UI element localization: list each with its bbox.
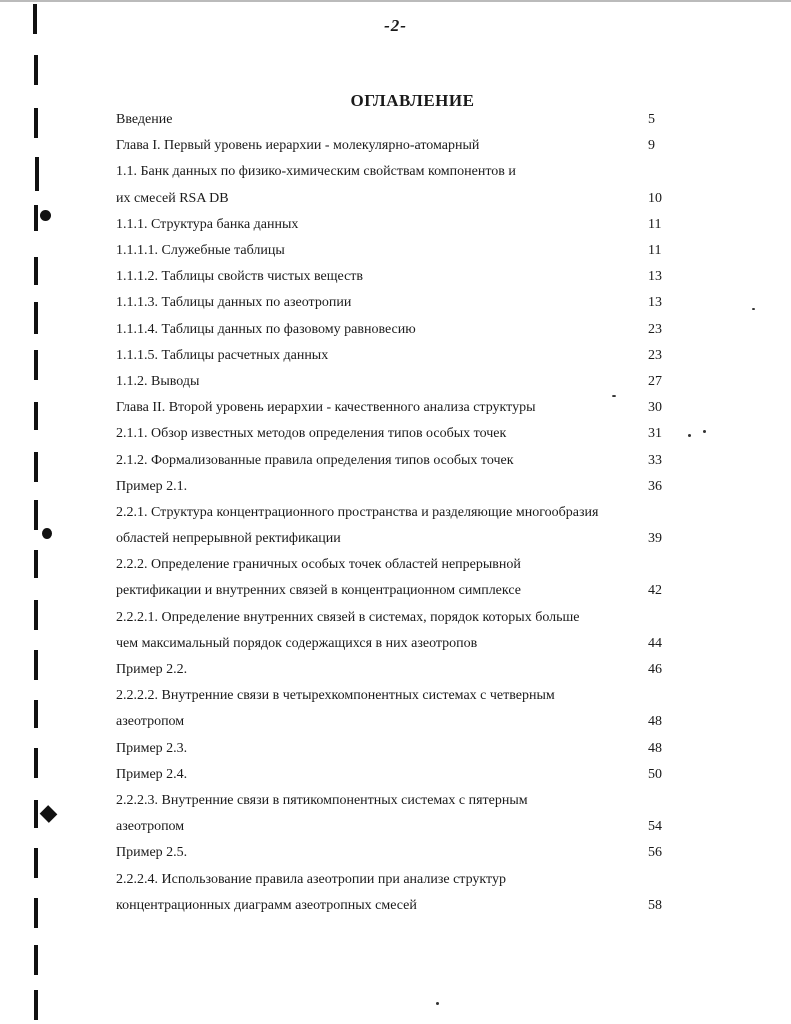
toc-entry [116, 657, 676, 683]
binding-mark [34, 55, 38, 85]
ink-blot [40, 210, 51, 221]
toc-entry-title: 2.2.2.4. Использование правила азеотропии при анализе структур [116, 871, 506, 887]
toc-entry [116, 866, 676, 892]
toc-entry [116, 133, 676, 159]
toc-entry-title: 2.1.1. Обзор известных методов определения типов особых точек [116, 426, 507, 442]
speck [752, 308, 755, 310]
toc-entry-title: Пример 2.3. [116, 740, 188, 756]
speck [688, 434, 691, 437]
toc-entry [116, 578, 676, 604]
toc-entry-title: азеотропом [116, 714, 185, 730]
toc-entry [116, 552, 676, 578]
toc-entry [116, 264, 676, 290]
toc-entry-title: 1.1.1. Структура банка данных [116, 216, 299, 232]
toc-entry-title: концентрационных диаграмм азеотропных смесей [116, 897, 417, 913]
toc-entry [116, 526, 676, 552]
binding-mark [34, 800, 38, 828]
binding-mark [34, 500, 38, 530]
binding-mark [34, 848, 38, 878]
toc-entry-title: 1.1.1.2. Таблицы свойств чистых веществ [116, 269, 364, 285]
toc-entry-page: 13 [648, 295, 662, 311]
toc-entry-page: 5 [648, 112, 655, 128]
toc-entry-title: 2.2.2. Определение граничных особых точек областей непрерывной [116, 557, 521, 573]
binding-mark [34, 108, 38, 138]
page-number: -2- [384, 16, 407, 35]
toc-entry-title: Пример 2.5. [116, 845, 188, 861]
toc-entry-page: 42 [648, 583, 662, 599]
scan-top-rule [0, 0, 791, 2]
toc-entry-title: 1.1.1.3. Таблицы данных по азеотропии [116, 295, 352, 311]
toc-entry-page: 23 [648, 321, 662, 337]
toc-entry-title: 2.1.2. Формализованные правила определения типов особых точек [116, 452, 514, 468]
toc-entry-page: 50 [648, 766, 662, 782]
binding-mark [34, 990, 38, 1020]
binding-mark [34, 452, 38, 482]
toc-entry-page: 9 [648, 138, 655, 154]
toc-entry [116, 317, 676, 343]
toc-entry [116, 500, 676, 526]
toc-entry [116, 605, 676, 631]
toc-entry-title: Пример 2.4. [116, 766, 188, 782]
toc-entry-title: Глава II. Второй уровень иерархии - качественного анализа структуры [116, 400, 536, 416]
binding-mark [34, 748, 38, 778]
toc-entry [116, 238, 676, 264]
toc-entry [116, 107, 676, 133]
toc-entry-page: 54 [648, 819, 662, 835]
toc-entry-page: 33 [648, 452, 662, 468]
toc-entry-title: 2.2.2.2. Внутренние связи в четырехкомпонентных системах с четверным [116, 688, 555, 704]
binding-mark [34, 700, 38, 728]
toc-entry-title: областей непрерывной ректификации [116, 531, 341, 547]
toc-entry [116, 290, 676, 316]
toc-entry-title: Введение [116, 112, 173, 128]
toc-entry-page: 23 [648, 347, 662, 363]
toc-entry-title: их смесей RSA DB [116, 190, 229, 206]
toc-entry [116, 683, 676, 709]
toc-entry [116, 762, 676, 788]
binding-mark [34, 600, 38, 630]
toc-entry [116, 709, 676, 735]
toc-entry-title: 1.1.2. Выводы [116, 373, 200, 389]
toc-entry [116, 395, 676, 421]
toc-entry [116, 840, 676, 866]
toc-entry [116, 212, 676, 238]
toc-entry [116, 814, 676, 840]
toc-entry-page: 58 [648, 897, 662, 913]
toc-entry-page: 30 [648, 400, 662, 416]
toc-entry-title: Пример 2.2. [116, 662, 188, 678]
toc-entry-page: 11 [648, 216, 662, 232]
toc-entry-page: 31 [648, 426, 662, 442]
toc-entry [116, 788, 676, 814]
toc-entry [116, 343, 676, 369]
toc-entry-title: Глава I. Первый уровень иерархии - молекулярно-атомарный [116, 138, 480, 154]
toc-entry-title: 1.1.1.5. Таблицы расчетных данных [116, 347, 329, 363]
binding-mark [34, 550, 38, 578]
toc-entry-title: 1.1. Банк данных по физико-химическим свойствам компонентов и [116, 164, 516, 180]
toc-entry-title: 2.2.2.3. Внутренние связи в пятикомпонентных системах с пятерным [116, 792, 528, 808]
toc-entry-title: 2.2.1. Структура концентрационного пространства и разделяющие многообразия [116, 504, 599, 520]
toc-entry-page: 13 [648, 269, 662, 285]
binding-mark [34, 650, 38, 680]
toc-entry [116, 474, 676, 500]
binding-mark [34, 350, 38, 380]
toc-entry [116, 186, 676, 212]
toc-entry-page: 46 [648, 662, 662, 678]
binding-mark [35, 157, 39, 191]
toc-entry-page: 27 [648, 373, 662, 389]
toc-entry [116, 631, 676, 657]
toc-title: ОГЛАВЛЕНИЕ [350, 91, 475, 110]
toc-entry-page: 36 [648, 478, 662, 494]
toc-entry-page: 10 [648, 190, 662, 206]
toc-entry-title: чем максимальный порядок содержащихся в них азеотропов [116, 635, 478, 651]
binding-mark [34, 205, 38, 231]
toc-entry-page: 56 [648, 845, 662, 861]
toc-entry [116, 369, 676, 395]
ink-blot [42, 528, 52, 539]
toc-entry-page: 39 [648, 531, 662, 547]
toc-entry-page: 48 [648, 714, 662, 730]
ink-blot [40, 805, 58, 823]
toc-entry [116, 421, 676, 447]
binding-mark [34, 257, 38, 285]
toc-entry-page: 44 [648, 635, 662, 651]
toc-entry-title: азеотропом [116, 819, 185, 835]
toc-entry-title: ректификации и внутренних связей в концентрационном симплексе [116, 583, 521, 599]
toc-entry [116, 893, 676, 919]
toc-entry-title: 1.1.1.1. Служебные таблицы [116, 243, 285, 259]
toc-entry-title: 1.1.1.4. Таблицы данных по фазовому равновесию [116, 321, 416, 337]
speck [436, 1002, 439, 1005]
binding-mark [34, 945, 38, 975]
table-of-contents [116, 107, 676, 919]
toc-entry-title: 2.2.2.1. Определение внутренних связей в системах, порядок которых больше [116, 609, 580, 625]
toc-entry-page: 11 [648, 243, 662, 259]
speck [703, 430, 706, 433]
toc-entry-title: Пример 2.1. [116, 478, 188, 494]
toc-entry-page: 48 [648, 740, 662, 756]
toc-entry [116, 736, 676, 762]
binding-mark [34, 402, 38, 430]
toc-entry [116, 159, 676, 185]
toc-entry [116, 447, 676, 473]
binding-mark [34, 302, 38, 334]
binding-mark [34, 898, 38, 928]
